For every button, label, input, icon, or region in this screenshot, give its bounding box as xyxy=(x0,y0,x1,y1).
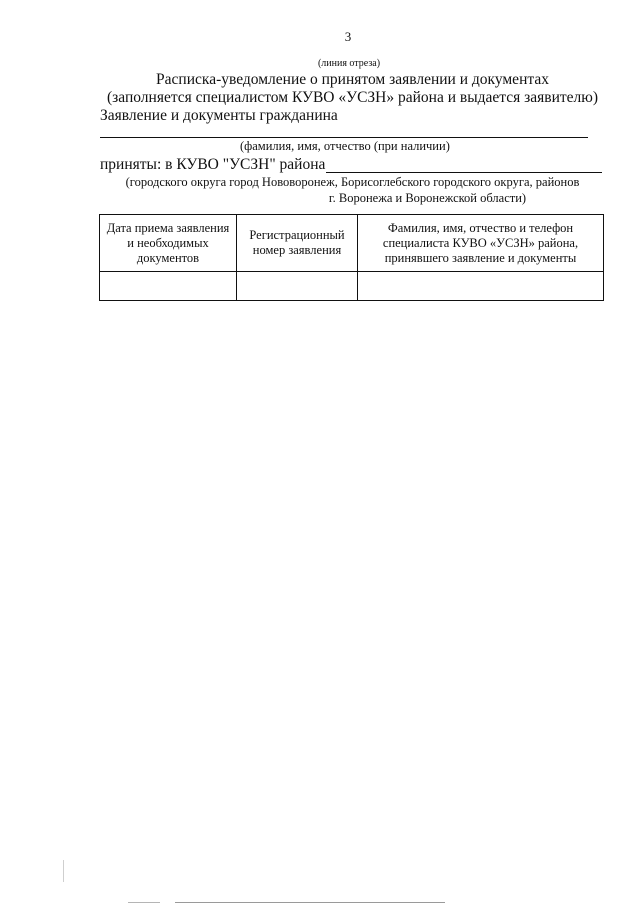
header-specialist: Фамилия, имя, отчество и телефон специалиста КУВО «УСЗН» района, принявшего заявление и документы xyxy=(358,215,604,272)
cut-line-label: (линия отреза) xyxy=(317,58,381,69)
accepted-district-line xyxy=(326,172,602,173)
receipt-title-line-1: Расписка-уведомление о принятом заявлении и документах xyxy=(156,71,549,88)
header-registration-number: Регистрационный номер заявления xyxy=(237,215,358,272)
bottom-scan-dash xyxy=(128,902,160,903)
table-row xyxy=(100,272,604,301)
cell-registration-number xyxy=(237,272,358,301)
accepted-caption-line-2: г. Воронежа и Воронежской области) xyxy=(328,191,527,205)
margin-scan-mark xyxy=(63,860,64,882)
applicant-label: Заявление и документы гражданина xyxy=(100,107,338,124)
receipt-table xyxy=(99,214,604,301)
applicant-name-caption: (фамилия, имя, отчество (при наличии) xyxy=(240,139,450,153)
accepted-district-caption xyxy=(100,174,605,206)
cell-receipt-date xyxy=(100,272,237,301)
accepted-caption-line-1: (городского округа город Нововоронеж, Борисоглебского городского округа, районов xyxy=(125,175,580,189)
bottom-scan-rule xyxy=(175,902,445,903)
header-receipt-date: Дата приема заявления и необходимых документов xyxy=(100,215,237,272)
table-header-row xyxy=(100,215,604,272)
applicant-name-line xyxy=(100,137,588,138)
page-number: 3 xyxy=(344,29,352,44)
accepted-label: приняты: в КУВО "УСЗН" района xyxy=(100,156,326,173)
cell-specialist xyxy=(358,272,604,301)
receipt-title xyxy=(100,71,605,107)
receipt-title-line-2: (заполняется специалистом КУВО «УСЗН» района и выдается заявителю) xyxy=(106,89,598,106)
